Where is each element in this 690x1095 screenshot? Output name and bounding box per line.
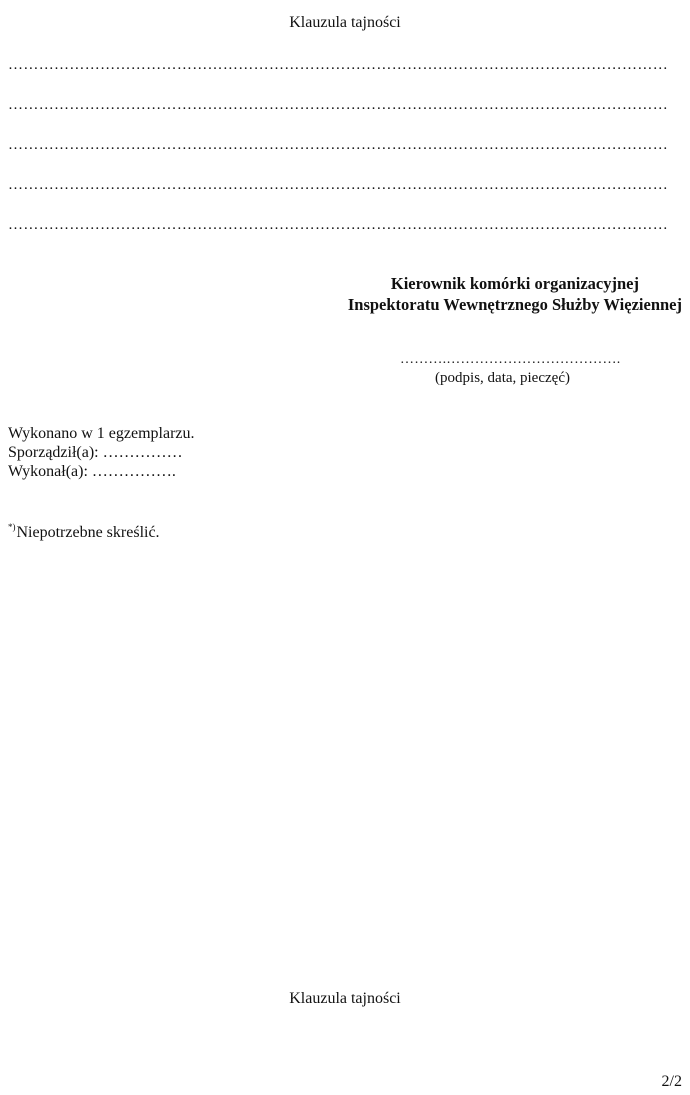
signatory-title (348, 273, 682, 315)
execution-notes (8, 424, 195, 481)
executed-by-note: Wykonał(a): ……………. (8, 463, 176, 480)
signatory-line-2: Inspektoratu Wewnętrznego Służby Więziennej (347, 295, 682, 314)
signature-dots: ……….………………………………. (400, 352, 621, 367)
signatory-line-1: Kierownik komórki organizacyjnej (390, 274, 639, 293)
footer-classification: Klauzula tajności (289, 990, 401, 1007)
signature-block (400, 351, 621, 387)
prepared-by-note: Sporządził(a): …………… (8, 444, 183, 461)
footnote (8, 517, 160, 543)
dotted-line-2: ………………………………………………………………………………………………………………… (8, 97, 669, 113)
header-classification: Klauzula tajności (289, 14, 401, 31)
footnote-marker: *) (8, 522, 16, 532)
page-number: 2/2 (661, 1073, 682, 1090)
copies-note: Wykonano w 1 egzemplarzu. (8, 425, 195, 442)
dotted-line-3: ………………………………………………………………………………………………………………… (8, 137, 669, 153)
footnote-text: Niepotrzebne skreślić. (16, 524, 160, 541)
dotted-line-1: ………………………………………………………………………………………………………………… (8, 57, 669, 73)
dotted-line-4: ………………………………………………………………………………………………………………… (8, 177, 669, 193)
dotted-line-5: ………………………………………………………………………………………………………………… (8, 217, 669, 233)
signature-caption: (podpis, data, pieczęć) (435, 370, 570, 386)
